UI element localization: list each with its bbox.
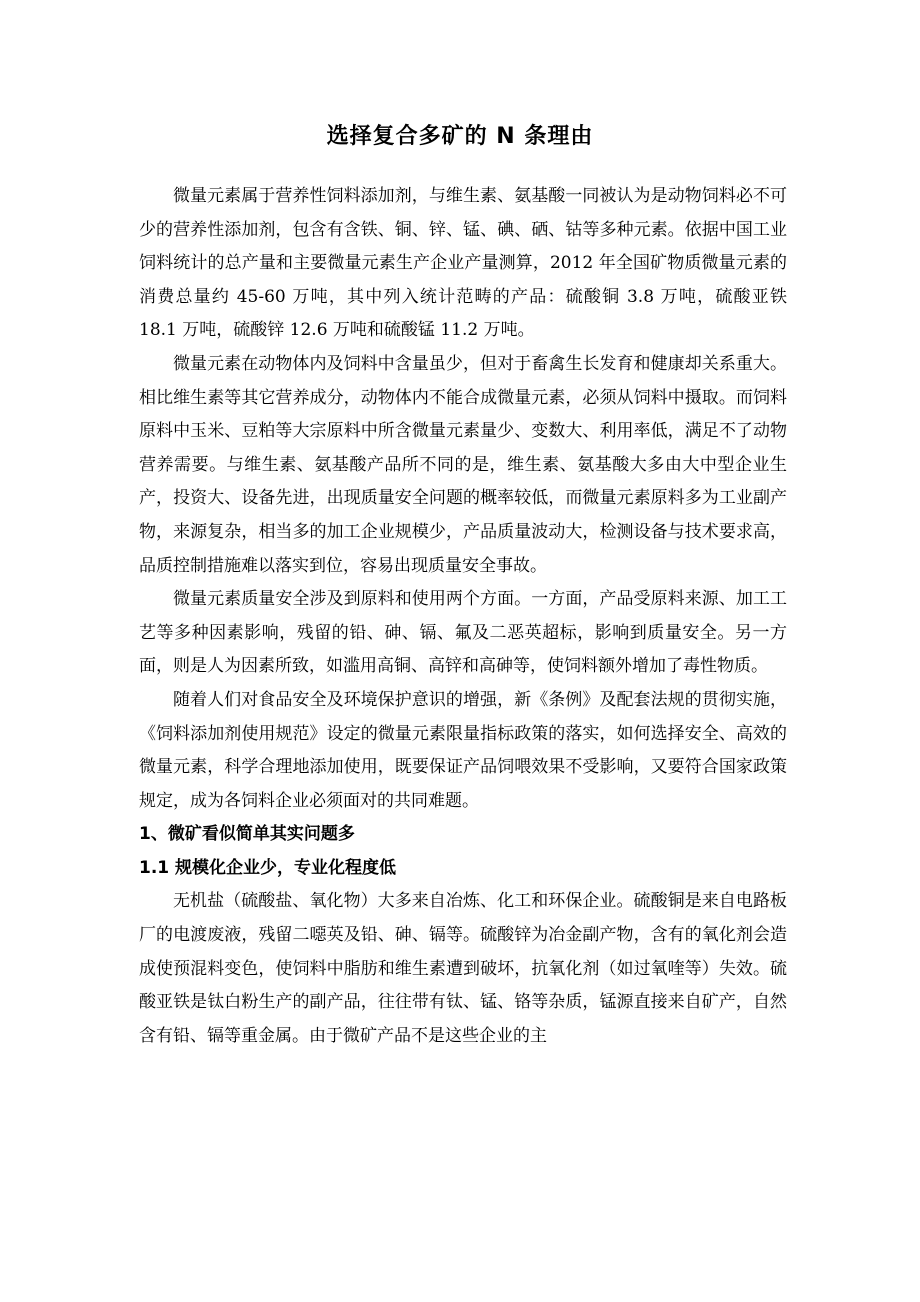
paragraph-regulation: 随着人们对食品安全及环境保护意识的增强，新《条例》及配套法规的贯彻实施，《饲料添加剂使用规范》设定的微量元素限量指标政策的落实，如何选择安全、高效的微量元素，科学合理地添加使用，既要保证产品饲喂效果不受影响，又要符合国家政策规定，成为各饲料企业必须面对的共同难题。 [139, 689, 787, 811]
subsection-heading: 1.1 规模化企业少，专业化程度低 [139, 857, 397, 878]
section-heading: 1、微矿看似简单其实问题多 [139, 824, 355, 845]
paragraph-safety: 微量元素质量安全涉及到原料和使用两个方面。一方面，产品受原料来源、加工工艺等多种因素影响，残留的铅、砷、镉、氟及二恶英超标，影响到质量安全。另一方面，则是人为因素所致，如滥用高铜、高锌和高砷等，使饲料额外增加了毒性物质。 [139, 589, 787, 677]
page-title: 选择复合多矿的 N 条理由 [326, 124, 594, 149]
paragraph-intro: 微量元素属于营养性饲料添加剂，与维生素、氨基酸一同被认为是动物饲料必不可少的营养性添加剂，包含有含铁、铜、锌、锰、碘、硒、钴等多种元素。依据中国工业饲料统计的总产量和主要微量元素生产企业产量测算，2012 年全国矿物质微量元素的消费总量约 45-60 万吨，其中列入统计范畴的产品：硫酸铜 3.8 万吨，硫酸亚铁 18.1 万吨，硫酸锌 12.6 万吨和硫酸锰 11.2 万吨。 [139, 186, 787, 341]
document-body [139, 180, 787, 1053]
paragraph-inorganic-salts: 无机盐（硫酸盐、氧化物）大多来自冶炼、化工和环保企业。硫酸铜是来自电路板厂的电渡废液，残留二噁英及铅、砷、镉等。硫酸锌为冶金副产物，含有的氧化剂会造成使预混料变色，使饲料中脂肪和维生素遭到破坏，抗氧化剂（如过氧喹等）失效。硫酸亚铁是钛白粉生产的副产品，往往带有钛、锰、铬等杂质，锰源直接来自矿产，自然含有铅、镉等重金属。由于微矿产品不是这些企业的主 [139, 891, 787, 1046]
paragraph-importance: 微量元素在动物体内及饲料中含量虽少，但对于畜禽生长发育和健康却关系重大。相比维生素等其它营养成分，动物体内不能合成微量元素，必须从饲料中摄取。而饲料原料中玉米、豆粕等大宗原料中所含微量元素量少、变数大、利用率低，满足不了动物营养需要。与维生素、氨基酸产品所不同的是，维生素、氨基酸大多由大中型企业生产，投资大、设备先进，出现质量安全问题的概率较低，而微量元素原料多为工业副产物，来源复杂，相当多的加工企业规模少，产品质量波动大，检测设备与技术要求高，品质控制措施难以落实到位，容易出现质量安全事故。 [139, 353, 787, 576]
